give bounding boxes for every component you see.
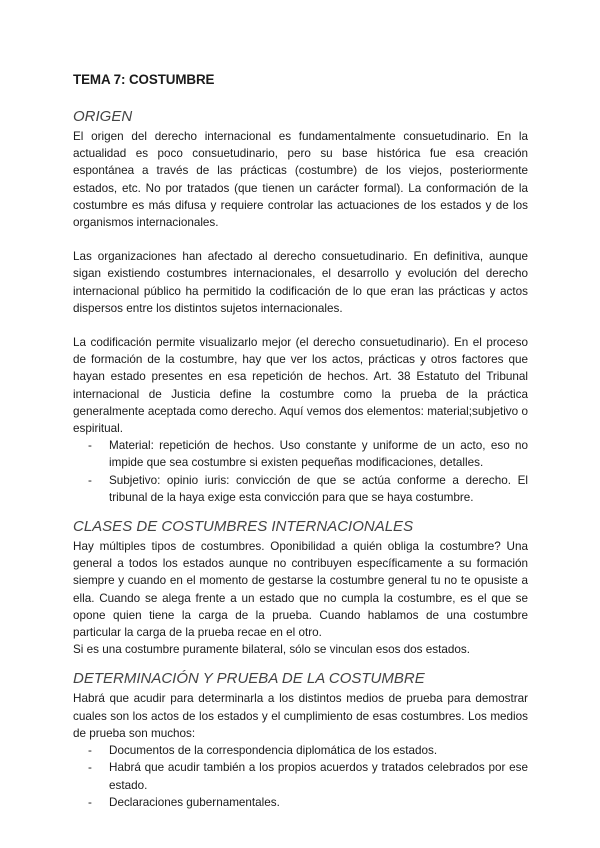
list-item: - Documentos de la correspondencia diplomática de los estados. — [88, 742, 528, 759]
list-item: - Material: repetición de hechos. Uso constante y uniforme de un acto, eso no impide que sea costumbre si existen pequeñas modificaciones, detalles. — [88, 437, 528, 471]
page-title: TEMA 7: COSTUMBRE — [73, 72, 215, 87]
paragraph: Si es una costumbre puramente bilateral, sólo se vinculan esos dos estados. — [73, 643, 470, 657]
paragraph: El origen del derecho internacional es fundamentalmente consuetudinario. En la actualidad es poco consuetudinario, pero su base histórica fue esa creación espontánea a través de las prácticas (costumbre) de los viejos, posteriormente estados, etc. No por tratados (que tienen un carácter formal). La conformación de la costumbre es más difusa y requiere controlar las actuaciones de los estados y de los organismos internacionales. — [73, 130, 528, 230]
section-heading-origen: ORIGEN — [73, 108, 133, 125]
paragraph: La codificación permite visualizarlo mejor (el derecho consuetudinario). En el proceso de formación de la costumbre, hay que ver los actos, prácticas y otros factores que hayan estado presentes en esa repetición de hechos. Art. 38 Estatuto del Tribunal internacional de Justicia define la costumbre como la prueba de la práctica generalmente aceptada como derecho. Aquí vemos dos elementos: material;subjetivo o espiritual. — [73, 336, 528, 436]
section-heading-clases: CLASES DE COSTUMBRES INTERNACIONALES — [73, 518, 414, 536]
paragraph: Las organizaciones han afectado al derecho consuetudinario. En definitiva, aunque sigan existiendo costumbres internacionales, el desarrollo y evolución del derecho internacional público ha permitido la codificación de lo que eran las prácticas y actos dispersos entre los distintos sujetos internacionales. — [73, 250, 528, 315]
paragraph: Hay múltiples tipos de costumbres. Oponibilidad a quién obliga la costumbre? Una general a todos los estados aunque no contribuyen específicamente a su formación siempre y cuando en el momento de gestarse la costumbre general tu no te opusiste a ella. Cuando se alega frente a un estado que no cumpla la costumbre, es el que se opone quien tiene la carga de la prueba. Cuando hablamos de una costumbre particular la carga de la prueba recae en el otro. — [73, 540, 528, 640]
section-heading-determinacion: DETERMINACIÓN Y PRUEBA DE LA COSTUMBRE — [73, 670, 425, 688]
evidence-list — [73, 742, 528, 811]
list-item: - Habrá que acudir también a los propios acuerdos y tratados celebrados por ese estado. — [88, 759, 528, 793]
list-item: - Declaraciones gubernamentales. — [88, 794, 528, 811]
list-item: - Subjetivo: opinio iuris: convicción de que se actúa conforme a derecho. El tribunal de la haya exige esta convicción para que se haya costumbre. — [88, 472, 528, 506]
elements-list — [73, 437, 528, 506]
paragraph: Habrá que acudir para determinarla a los distintos medios de prueba para demostrar cuales son los actos de los estados y el cumplimiento de esas costumbres. Los medios de prueba son muchos: — [73, 692, 528, 740]
